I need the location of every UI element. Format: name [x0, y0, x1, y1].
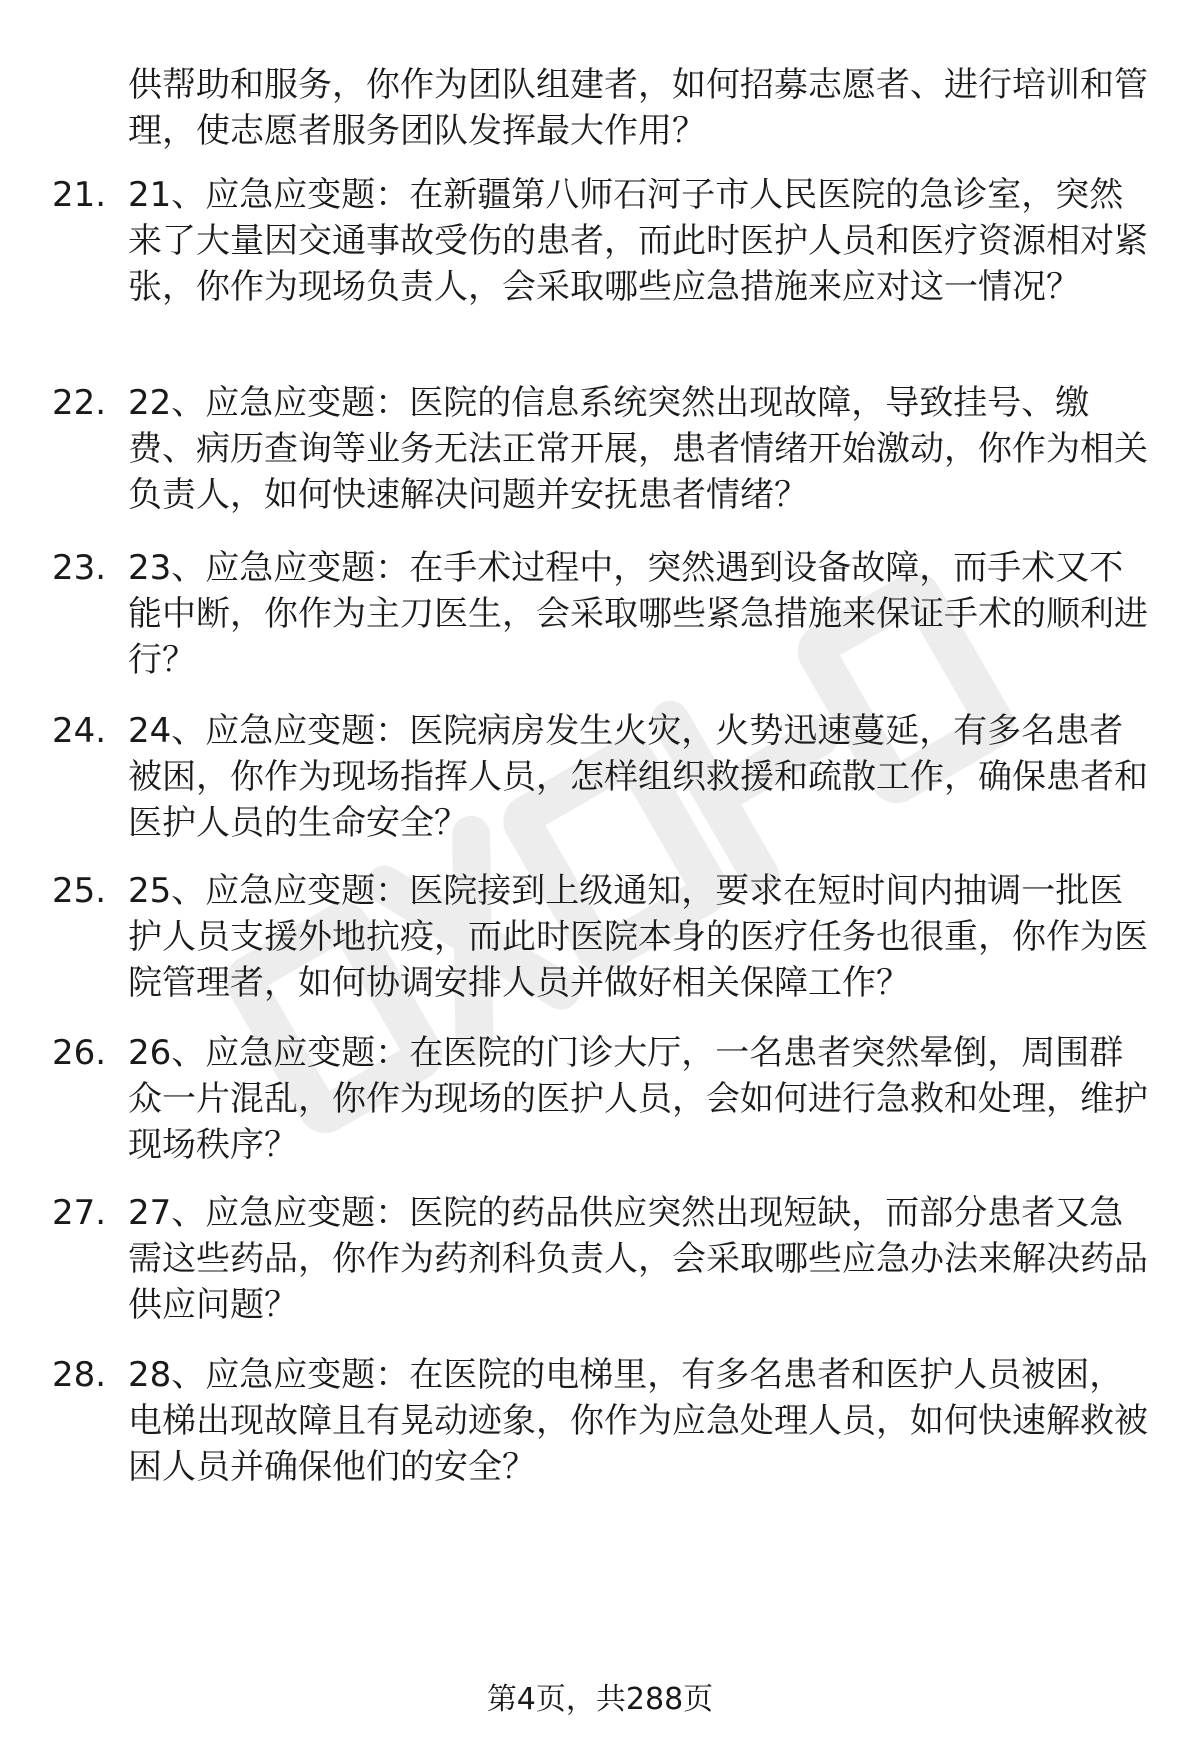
- question-text: 23、应急应变题：在手术过程中，突然遇到设备故障，而手术又不能中断，你作为主刀医生，会采取哪些紧急措施来保证手术的顺利进行？: [128, 548, 1148, 680]
- question-text: 28、应急应变题：在医院的电梯里，有多名患者和医护人员被困，电梯出现故障且有晃动迹象，你作为应急处理人员，如何快速解救被困人员并确保他们的安全？: [128, 1355, 1148, 1487]
- question-number: 27.: [52, 1193, 107, 1233]
- question-text: 24、应急应变题：医院病房发生火灾，火势迅速蔓延，有多名患者被困，你作为现场指挥人员，怎样组织救援和疏散工作，确保患者和医护人员的生命安全？: [128, 711, 1148, 843]
- question-number: 21.: [52, 175, 107, 215]
- question-text: 21、应急应变题：在新疆第八师石河子市人民医院的急诊室，突然来了大量因交通事故受伤的患者，而此时医护人员和医疗资源相对紧张，你作为现场负责人，会采取哪些应急措施来应对这一情况？: [128, 175, 1148, 307]
- question-number: 26.: [52, 1033, 107, 1073]
- question-number: 23.: [52, 548, 107, 588]
- question-text: 26、应急应变题：在医院的门诊大厅，一名患者突然晕倒，周围群众一片混乱，你作为现场的医护人员，会如何进行急救和处理，维护现场秩序？: [128, 1033, 1148, 1165]
- question-number: 28.: [52, 1355, 107, 1395]
- question-text: 25、应急应变题：医院接到上级通知，要求在短时间内抽调一批医护人员支援外地抗疫，而此时医院本身的医疗任务也很重，你作为医院管理者，如何协调安排人员并做好相关保障工作？: [128, 871, 1148, 1003]
- intro-paragraph: 供帮助和服务，你作为团队组建者，如何招募志愿者、进行培训和管理，使志愿者服务团队发挥最大作用？: [128, 65, 1148, 151]
- question-number: 24.: [52, 711, 107, 751]
- question-number: 22.: [52, 383, 107, 423]
- question-text: 27、应急应变题：医院的药品供应突然出现短缺，而部分患者又急需这些药品，你作为药剂科负责人，会采取哪些应急办法来解决药品供应问题？: [128, 1193, 1148, 1325]
- question-number: 25.: [52, 871, 107, 911]
- page-footer: 第4页，共288页: [486, 1682, 714, 1717]
- question-text: 22、应急应变题：医院的信息系统突然出现故障，导致挂号、缴费、病历查询等业务无法正常开展，患者情绪开始激动，你作为相关负责人，如何快速解决问题并安抚患者情绪？: [128, 383, 1148, 515]
